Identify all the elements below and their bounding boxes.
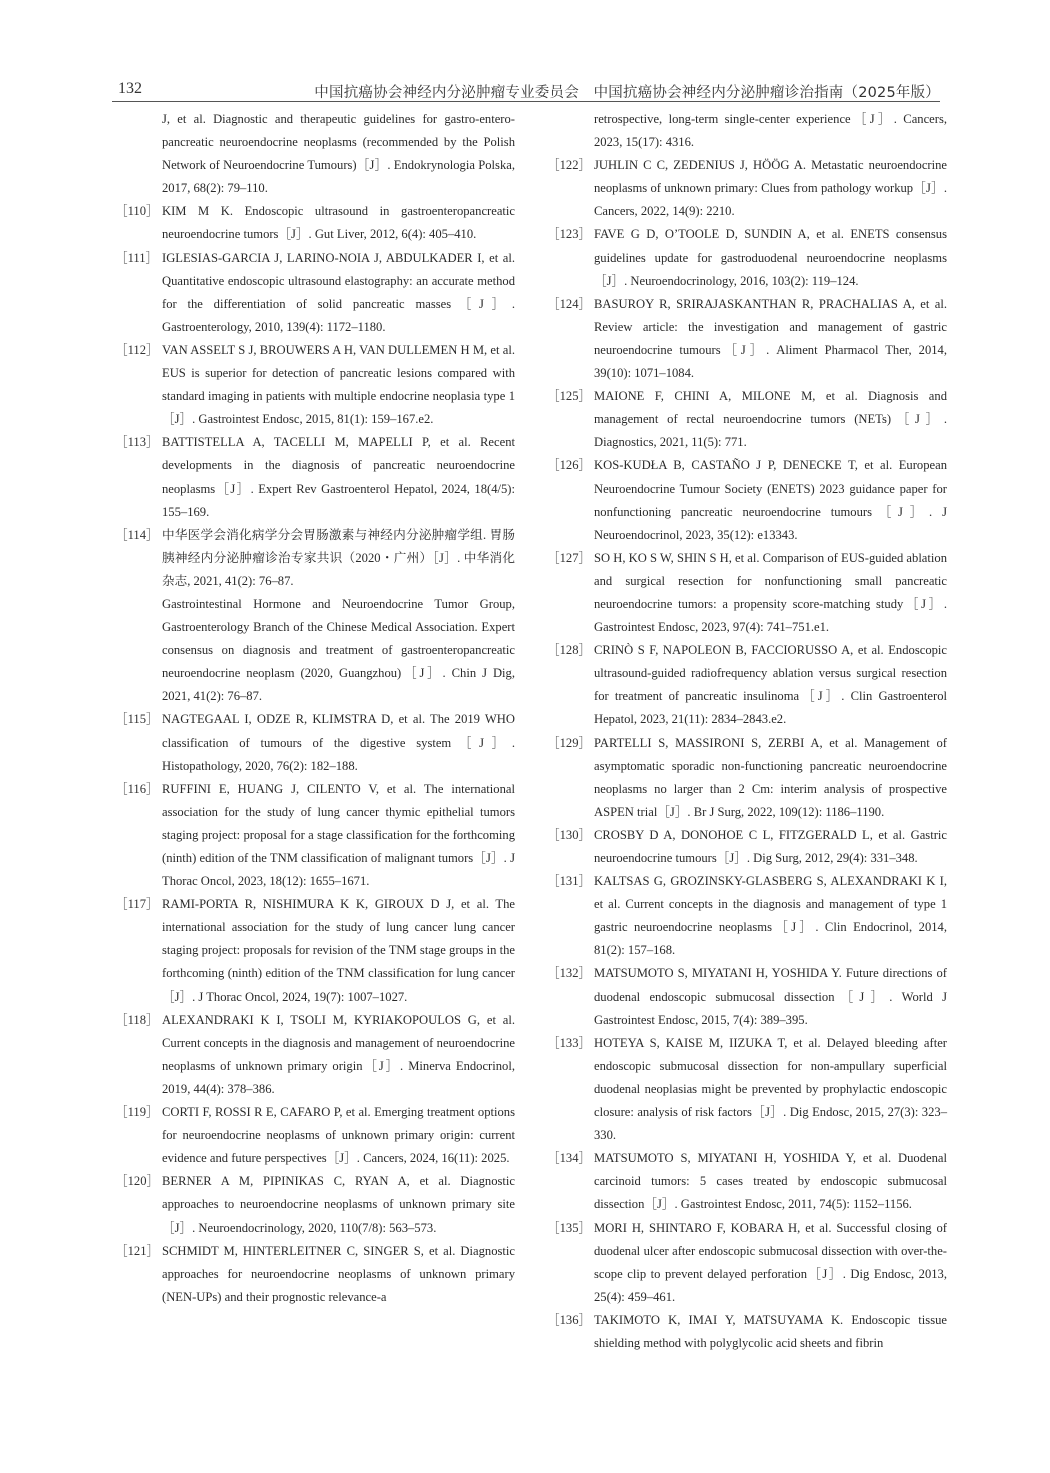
reference-number: ［136］ [547,1312,592,1327]
reference-entry [115,200,515,246]
reference-number: ［115］ [115,712,159,727]
reference-text: RUFFINI E, HUANG J, CILENTO V, et al. The international association for the study of lung cancer thymic epithelial tumors staging project: proposal for a stage classification for the forthcoming (ninth) edition of the TNM classification of malignant tumors［J］. J Thorac Oncol, 2023, 18(12): 1655–1671. [162,781,515,889]
reference-number: ［121］ [115,1243,160,1258]
reference-entry [547,732,947,824]
reference-entry [547,1217,947,1309]
reference-entry [115,247,515,339]
reference-text: PARTELLI S, MASSIRONI S, ZERBI A, et al. Management of asymptomatic sporadic non-functioning pancreatic neuroendocrine neoplasms no larger than 2 Cm: interim analysis of prospective ASPEN trial［J］. Br J Surg, 2022, 109(12): 1186–1190. [594,735,947,819]
reference-entry [115,524,515,593]
reference-entry [547,870,947,962]
reference-text: KIM M K. Endoscopic ultrasound in gastroenteropancreatic neuroendocrine tumors［J］. Gut Liver, 2012, 6(4): 405–410. [162,204,515,242]
reference-number: ［135］ [547,1220,592,1235]
running-title: 中国抗癌协会神经内分泌肿瘤专业委员会 中国抗癌协会神经内分泌肿瘤诊治指南（2025年版） [314,85,940,101]
reference-text: CORTI F, ROSSI R E, CAFARO P, et al. Emerging treatment options for neuroendocrine neoplasms of unknown primary origin: current evidence and future perspectives［J］. Cancers, 2024, 16(11): 2025. [162,1105,515,1166]
reference-entry [547,1032,947,1147]
reference-number: ［123］ [547,227,592,242]
reference-number: ［128］ [547,643,592,658]
reference-column-right [547,108,947,1355]
reference-text: KOS-KUDŁA B, CASTAÑO J P, DENECKE T, et al. European Neuroendocrine Tumour Society (ENETS) 2023 guidance paper for nonfunctioning pancreatic neuroendocrine tumours［J］. J Neuroendocrinol, 2023, 35(12): e13343. [594,458,947,542]
reference-number: ［131］ [547,874,592,889]
reference-number: ［130］ [547,827,592,842]
reference-entry [115,1009,515,1101]
reference-text: NAGTEGAAL I, ODZE R, KLIMSTRA D, et al. The 2019 WHO classification of tumours of the digestive system［J］. Histopathology, 2020, 76(2): 182–188. [162,712,515,773]
reference-entry [115,893,515,1008]
reference-number: ［112］ [115,342,159,357]
reference-text: RAMI-PORTA R, NISHIMURA K K, GIROUX D J, et al. The international association for the study of lung cancer lung cancer staging project: proposals for revision of the TNM stage groups in the forthcoming (ninth) edition of the TNM classification for lung cancer［J］. J Thorac Oncol, 2024, 19(7): 1007–1027. [162,897,515,1004]
reference-entry [547,108,947,154]
reference-number: ［127］ [547,550,592,565]
reference-entry [115,778,515,893]
reference-number: ［122］ [547,158,592,173]
reference-number: ［120］ [115,1174,160,1189]
reference-entry [115,708,515,777]
reference-entry [115,1170,515,1239]
reference-entry [547,1309,947,1355]
reference-number: ［117］ [115,897,159,912]
reference-text: BASUROY R, SRIRAJASKANTHAN R, PRACHALIAS A, et al. Review article: the investigation and management of gastric neuroendocrine tumours［J］. Aliment Pharmacol Ther, 2014, 39(10): 1071–1084. [594,296,947,381]
reference-number: ［116］ [115,781,159,796]
reference-text: TAKIMOTO K, IMAI Y, MATSUYAMA K. Endoscopic tissue shielding method with polyglycolic acid sheets and fibrin [594,1312,947,1350]
reference-entry [115,431,515,523]
reference-number: ［113］ [115,435,159,450]
reference-number: ［126］ [547,458,592,473]
reference-entry [547,824,947,870]
reference-number: ［132］ [547,966,592,981]
reference-text: SO H, KO S W, SHIN S H, et al. Comparison of EUS-guided ablation and surgical resection for nonfunctioning small pancreatic neuroendocrine tumors: a propensity score-matching study［J］. Gastrointest Endosc, 2023, 97(4): 741–751.e1. [594,550,947,635]
reference-text: HOTEYA S, KAISE M, IIZUKA T, et al. Delayed bleeding after endoscopic submucosal dissection for non-ampullary superficial duodenal neoplasias might be prevented by prophylactic endoscopic closure: analysis of risk factors［J］. Dig Endosc, 2015, 27(3): 323–330. [594,1035,947,1143]
reference-text: MATSUMOTO S, MIYATANI H, YOSHIDA Y, et al. Duodenal carcinoid tumors: 5 cases treated by endoscopic submucosal dissection［J］. Gastrointest Endosc, 2011, 74(5): 1152–1156. [594,1151,947,1212]
reference-entry [115,108,515,200]
reference-number: ［129］ [547,735,592,750]
header-divider [112,101,940,102]
reference-number: ［114］ [115,527,159,542]
reference-entry [547,223,947,292]
reference-text: MAIONE F, CHINI A, MILONE M, et al. Diagnosis and management of rectal neuroendocrine tumors (NETs)［J］. Diagnostics, 2021, 11(5): 771. [594,389,947,450]
reference-entry [547,293,947,385]
reference-number: ［125］ [547,389,592,404]
reference-number: ［133］ [547,1035,592,1050]
reference-number: ［110］ [115,204,159,219]
page-number: 132 [118,80,142,97]
reference-text: Gastrointestinal Hormone and Neuroendocrine Tumor Group, Gastroenterology Branch of the Chinese Medical Association. Expert consensus on diagnosis and treatment of gastroenteropancreatic neuroendocrine neoplasm (2020, Guangzhou)［J］. Chin J Dig, 2021, 41(2): 76–87. [162,596,515,704]
reference-text: BERNER A M, PIPINIKAS C, RYAN A, et al. Diagnostic approaches to neuroendocrine neoplasms of unknown primary site［J］. Neuroendocrinology, 2020, 110(7/8): 563–573. [162,1174,515,1235]
page-header [112,78,940,102]
reference-text: CRINÒ S F, NAPOLEON B, FACCIORUSSO A, et al. Endoscopic ultrasound-guided radiofrequency ablation versus surgical resection for treatment of pancreatic insulinoma［J］. Clin Gastroenterol Hepatol, 2023, 21(11): 2834–2843.e2. [594,643,947,727]
reference-text: VAN ASSELT S J, BROUWERS A H, VAN DULLEMEN H M, et al. EUS is superior for detection of pancreatic lesions compared with standard imaging in patients with multiple endocrine neoplasia type 1［J］. Gastrointest Endosc, 2015, 81(1): 159–167.e2. [162,342,515,427]
reference-text: J, et al. Diagnostic and therapeutic guidelines for gastro-entero-pancreatic neuroendocrine neoplasms (recommended by the Polish Network of Neuroendocrine Tumours)［J］. Endokrynologia Polska, 2017, 68(2): 79–110. [162,112,515,196]
reference-number: ［119］ [115,1105,159,1120]
reference-text: JUHLIN C C, ZEDENIUS J, HÖÖG A. Metastatic neuroendocrine neoplasms of unknown primary: Clues from pathology workup［J］. Cancers, 2022, 14(9): 2210. [594,158,947,219]
reference-text: 中华医学会消化病学分会胃肠激素与神经内分泌肿瘤学组. 胃肠胰神经内分泌肿瘤诊治专家共识（2020・广州）［J］. 中华消化杂志, 2021, 41(2): 76–87. [162,527,515,588]
reference-number: ［111］ [115,250,159,265]
reference-text: MATSUMOTO S, MIYATANI H, YOSHIDA Y. Future directions of duodenal endoscopic submucosal dissection［J］. World J Gastrointest Endosc, 2015, 7(4): 389–395. [594,966,947,1027]
reference-text: retrospective, long-term single-center experience［J］. Cancers, 2023, 15(17): 4316. [594,112,947,150]
reference-text: FAVE G D, O’TOOLE D, SUNDIN A, et al. ENETS consensus guidelines update for gastroduodenal neuroendocrine neoplasms［J］. Neuroendocrinology, 2016, 103(2): 119–124. [594,227,947,288]
reference-entry [547,547,947,639]
reference-entry [547,154,947,223]
reference-entry [547,454,947,546]
reference-text: KALTSAS G, GROZINSKY-GLASBERG S, ALEXANDRAKI K I, et al. Current concepts in the diagnosis and management of type 1 gastric neuroendocrine neoplasms［J］. Clin Endocrinol, 2014, 81(2): 157–168. [594,874,947,958]
reference-text: IGLESIAS-GARCIA J, LARINO-NOIA J, ABDULKADER I, et al. Quantitative endoscopic ultrasound elastography: an accurate method for the differentiation of solid pancreatic masses［J］. Gastroenterology, 2010, 139(4): 1172–1180. [162,250,515,334]
reference-entry [547,1147,947,1216]
reference-entry [547,962,947,1031]
reference-text: CROSBY D A, DONOHOE C L, FITZGERALD L, et al. Gastric neuroendocrine tumours［J］. Dig Surg, 2012, 29(4): 331–348. [594,827,947,865]
reference-entry [547,639,947,731]
reference-text: ALEXANDRAKI K I, TSOLI M, KYRIAKOPOULOS G, et al. Current concepts in the diagnosis and management of neuroendocrine neoplasms of unknown primary origin［J］. Minerva Endocrinol, 2019, 44(4): 378–386. [162,1012,515,1096]
reference-number: ［118］ [115,1012,159,1027]
reference-column-left [115,108,515,1309]
reference-entry [547,385,947,454]
reference-entry [115,593,515,708]
reference-text: MORI H, SHINTARO F, KOBARA H, et al. Successful closing of duodenal ulcer after endoscopic submucosal dissection with over-the-scope clip to prevent delayed perforation［J］. Dig Endosc, 2013, 25(4): 459–461. [594,1220,947,1304]
reference-entry [115,1101,515,1170]
reference-number: ［124］ [547,296,592,311]
reference-number: ［134］ [547,1151,592,1166]
reference-text: BATTISTELLA A, TACELLI M, MAPELLI P, et al. Recent developments in the diagnosis of pancreatic neuroendocrine neoplasms［J］. Expert Rev Gastroenterol Hepatol, 2024, 18(4/5): 155–169. [162,435,515,519]
reference-entry [115,1240,515,1309]
reference-text: SCHMIDT M, HINTERLEITNER C, SINGER S, et al. Diagnostic approaches for neuroendocrine neoplasms of unknown primary (NEN-UPs) and their prognostic relevance-a [162,1243,515,1304]
reference-entry [115,339,515,431]
